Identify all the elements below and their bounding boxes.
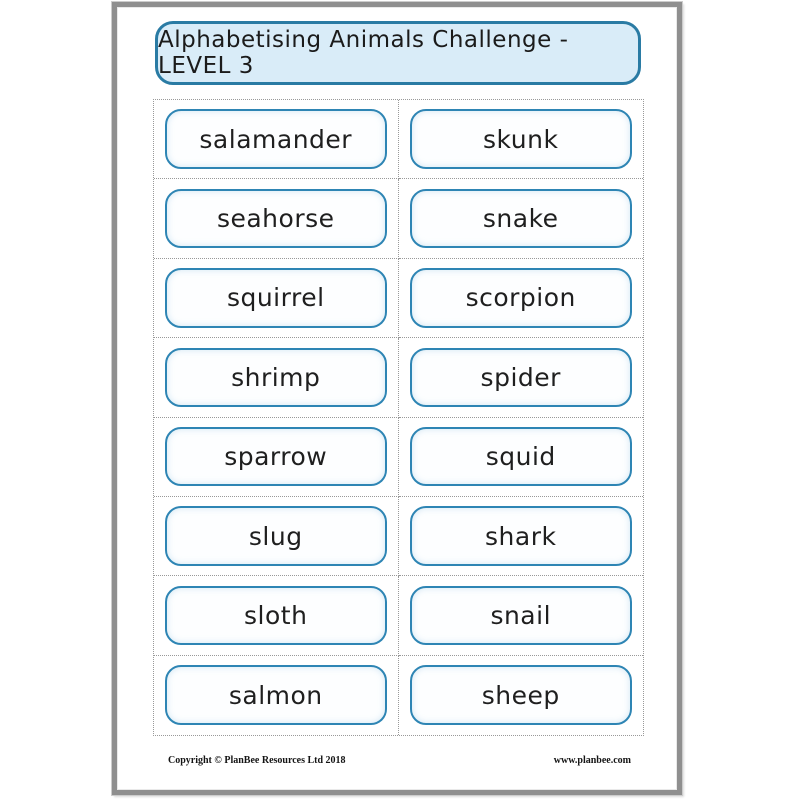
grid-cell bbox=[399, 418, 644, 497]
word-card bbox=[410, 268, 632, 328]
grid-cell bbox=[399, 179, 644, 258]
footer-copyright: Copyright © PlanBee Resources Ltd 2018 bbox=[168, 755, 346, 766]
word-card bbox=[410, 506, 632, 566]
word-card bbox=[165, 586, 387, 646]
word-label: snail bbox=[490, 600, 552, 630]
word-card bbox=[165, 665, 387, 725]
word-label: slug bbox=[248, 521, 303, 551]
word-label: snake bbox=[482, 204, 559, 234]
word-label: sheep bbox=[481, 680, 560, 710]
grid-cell bbox=[154, 179, 399, 258]
worksheet-page bbox=[112, 2, 682, 795]
word-label: salamander bbox=[199, 124, 353, 154]
word-label: squirrel bbox=[226, 283, 325, 313]
grid-cell bbox=[399, 576, 644, 655]
grid-cell bbox=[154, 497, 399, 576]
grid-cell bbox=[154, 418, 399, 497]
word-card bbox=[410, 586, 632, 646]
word-label: skunk bbox=[483, 124, 559, 154]
footer bbox=[168, 755, 631, 766]
word-label: salmon bbox=[228, 680, 323, 710]
word-grid bbox=[153, 99, 644, 736]
word-label: sloth bbox=[244, 600, 308, 630]
grid-cell bbox=[399, 656, 644, 735]
grid-cell bbox=[154, 100, 399, 179]
word-card bbox=[410, 109, 632, 169]
word-label: seahorse bbox=[216, 204, 335, 234]
footer-website: www.planbee.com bbox=[553, 755, 631, 766]
word-label: spider bbox=[480, 362, 561, 392]
word-label: squid bbox=[485, 442, 556, 472]
word-card bbox=[410, 665, 632, 725]
word-card bbox=[410, 189, 632, 249]
grid-cell bbox=[154, 576, 399, 655]
grid-cell bbox=[399, 497, 644, 576]
grid-cell bbox=[154, 656, 399, 735]
word-card bbox=[165, 109, 387, 169]
page-title: Alphabetising Animals Challenge - LEVEL 3 bbox=[158, 27, 569, 79]
word-card bbox=[410, 427, 632, 487]
title-box bbox=[155, 21, 641, 85]
word-card bbox=[165, 268, 387, 328]
word-card bbox=[410, 348, 632, 408]
grid-cell bbox=[399, 100, 644, 179]
word-card bbox=[165, 506, 387, 566]
word-label: shark bbox=[485, 521, 557, 551]
word-card bbox=[165, 348, 387, 408]
word-card bbox=[165, 427, 387, 487]
grid-cell bbox=[154, 259, 399, 338]
grid-cell bbox=[399, 338, 644, 417]
grid-cell bbox=[154, 338, 399, 417]
word-label: shrimp bbox=[231, 362, 321, 392]
word-card bbox=[165, 189, 387, 249]
grid-cell bbox=[399, 259, 644, 338]
word-label: scorpion bbox=[465, 283, 576, 313]
word-label: sparrow bbox=[224, 442, 328, 472]
